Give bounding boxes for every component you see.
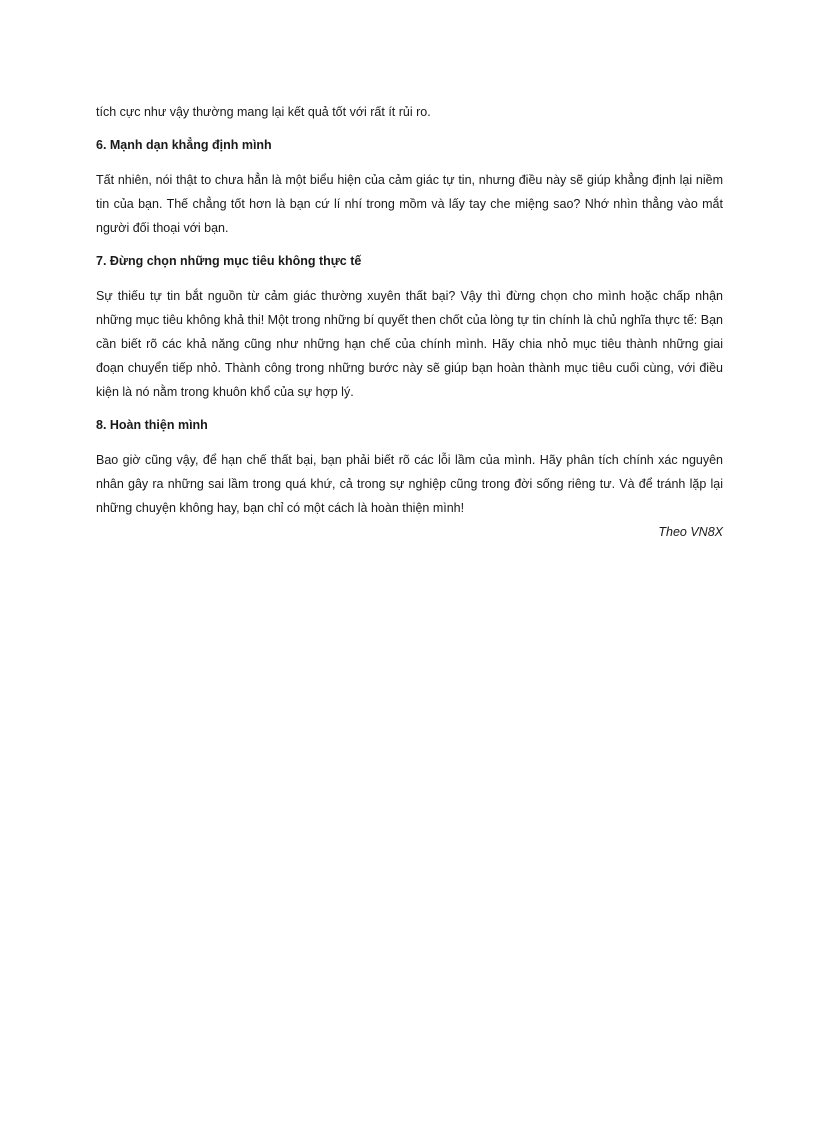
intro-paragraph-tail: tích cực như vậy thường mang lại kết quả tốt với rất ít rủi ro. [96, 105, 431, 119]
document-page [96, 100, 723, 544]
section-body-6: Tất nhiên, nói thật to chưa hẳn là một biểu hiện của cảm giác tự tin, nhưng điều này sẽ giúp khẳng định lại niềm tin của bạn. Thế chẳng tốt hơn là bạn cứ lí nhí trong mồm và lấy tay che miệng sao? Nhớ nhìn thẳng vào mắt người đối thoại với bạn. [96, 173, 723, 235]
section-heading-6: 6. Mạnh dạn khẳng định mình [96, 138, 272, 152]
section-body-8: Bao giờ cũng vậy, để hạn chế thất bại, bạn phải biết rõ các lỗi lầm của mình. Hãy phân tích chính xác nguyên nhân gây ra những sai lầm trong quá khứ, cả trong sự nghiệp cũng trong đời sống riêng tư. Và để tránh lặp lại những chuyện không hay, bạn chỉ có một cách là hoàn thiện mình! [96, 453, 723, 515]
section-body-7: Sự thiếu tự tin bắt nguồn từ cảm giác thường xuyên thất bại? Vậy thì đừng chọn cho mình hoặc chấp nhận những mục tiêu không khả thi! Một trong những bí quyết then chốt của lòng tự tin chính là chủ nghĩa thực tế: Bạn cần biết rõ các khả năng cũng như những hạn chế của chính mình. Hãy chia nhỏ mục tiêu thành những giai đoạn chuyển tiếp nhỏ. Thành công trong những bước này sẽ giúp bạn hoàn thành mục tiêu cuối cùng, với điều kiện là nó nằm trong khuôn khổ của sự hợp lý. [96, 289, 723, 399]
section-heading-7: 7. Đừng chọn những mục tiêu không thực tế [96, 254, 362, 268]
source-credit: Theo VN8X [658, 525, 723, 539]
section-heading-8: 8. Hoàn thiện mình [96, 418, 208, 432]
